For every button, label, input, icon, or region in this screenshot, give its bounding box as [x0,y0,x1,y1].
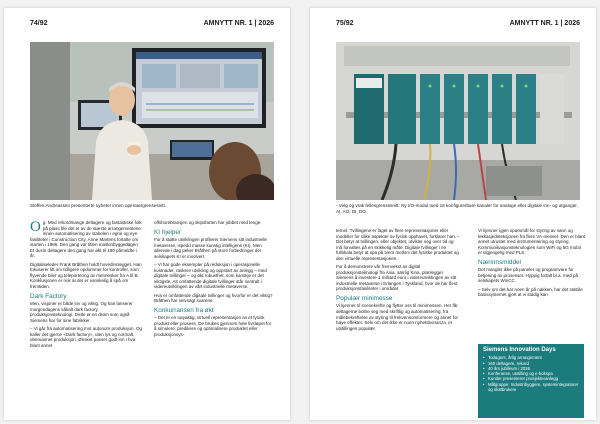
drop-cap: O [30,219,41,235]
fact-item: • Kunder presenterer prosjekteranlegg [483,376,580,381]
left-page [4,8,290,420]
body-paragraph: Digitaliseleder Frank Bråthen holdt hovedinnlegget. Han fokuserer litt om tidligere opdommer for kontroller, som flyvende biler og teleportering av mennesker fra A til B. Konklusjonen er nok at det er vanskelig å spå om fremtiden. [30,261,142,290]
page-header [336,20,580,32]
body-paragraph: For å demonstrere vår fremvekst av digital produksjonsteknologi fra Asia, særlig Kina, planlegger Siemens å investere 1 milliard euro i videreutviklingen av sitt industrielle metaverse i Erlangen i Tyskland, hvor de har flest produksjonsfasiliteter i området. [336,264,458,292]
fact-item: • Todagers, årlig arrangement [483,355,580,360]
fact-box-list [478,355,584,392]
right-column-2 [478,228,586,301]
page-number: 74/92 [30,20,48,27]
right-page [310,8,596,420]
fact-box [478,344,584,418]
section-heading: Populær minimesse [336,295,393,303]
body-paragraph: Vi kjenner til scenekrefte og flytter oss til minimessen. Her får deltagerne boltre seg med skriftlig og automatisering, fra målebekreftelse av styring til frekvensomformere og annet for høye effekter. Selv om det ikke er noen nyhetsbonanza, er utstillingen populær. [336,303,459,331]
presenter-photo [30,42,274,200]
body-paragraph: – Selv om det har noen år på nakken, har det stabile basissystemet gjort at vi stadig kan [478,286,583,298]
photo-caption: - Velg og vrak fellesgrensesnitt: Ny I/O-modul med 16 konfigurerbare kanaler for analoge eller digitale inn- og utganger, AI, AO, DI, DO. [336,203,578,214]
fact-item: • 40 års jubileum i 2026 [483,366,580,371]
fact-item: • Målgruppe: Industribyggere, systemintegratorer og sluttbrukere [483,382,580,393]
io-module-photo [336,42,580,200]
body-paragraph: temet. Tvillingene er laget av flere representasjoner eller modeller for ulike aspekter av fysisk opphavet, forklarer han. – Det betyr at tvillingen, eller objektet, utvikler seg over tid og må forvaltes på en skikkelig måte. Digitale tvillinger i en fullskala betyr at spa på tvers mellom det fysiske produktet og den virtuelle representasjonen. [336,228,460,261]
section-heading: Konkurransen fra økt [154,306,214,314]
right-column-1 [336,228,460,334]
left-column-2 [154,220,274,341]
fact-item: • 160 deltagere, rekord [483,361,580,366]
body-paragraph: Det mangler ikke på paneler og programvare for betjening av prosesser. Hyppig fortalt bl.a. med på selskapets WinCC. [478,267,579,284]
fact-item: • Konferanse, utstilling og e-bokspa [483,371,580,376]
photo-caption: Steffen Andreassen presenterte nyheter innen operatørgrensesnitt. [30,203,167,208]
body-paragraph: Men, visjoner er både lov og viktig. Og han lanserer morgendagens såkalt dark factory produksjonsteknologi. Dette er en drøm som også Siemens har for sine fabrikker. [30,300,133,323]
body-paragraph: – Vi har gode eksempler på reduksjon i operasjonelle kostnader, raskere utvikling og oppstart av anlegg – med digitale tvillinger – og økt robusthet, som kanskje er det viktigste. Alt omfattende digitale tvillinger står sentralt i videreutviklingen av vårt industrielle metaverse. [154,262,267,290]
page-header [30,20,274,32]
body-paragraph: Vi kjenner igjen spørsmål for styring av vann og lekkasjedeteksjonen fra flere VA-messer. Den er blant annet utrustet med instrumentering og styring. Kommunikasjonsteknologien som WiFi og 5G mobil er tilgjengelig med PLS. [478,228,585,256]
body-paragraph: g: Med rekordmange deltagere og fantastiske folk på plass ble det et av de største arrangementene innen automatisering av stabelen i egne og nye fasiliteter i Construction City. Anne Martens fortalte om starten i 1986. Den gang var titlen maskinbyggedagen. Et dusin deltagere den gang har økt til 180 påmeldte i år. [30,220,142,259]
left-column-1 [30,220,142,351]
body-paragraph: For å støtte utviklingen profilerer Siemens sitt industrielle metaverse, ispedd masse kunstig intelligens (KI). Men allerede i dag peker Bråthen på store forbedringer der selskapets KI er involvert. [154,236,268,259]
magazine-issue: AMNYTT NR. 1 | 2026 [509,20,580,27]
body-paragraph: Hva er omfattende digitale tvillinger og hvorfor er det viktig? Bråthen har selvsagt svarene. [154,292,273,304]
section-heading: Dark Factory [30,292,67,300]
body-paragraph: offshorebransjen og skipsfarten har jobbet med lenge. [154,220,262,225]
body-paragraph: – Det er en nøyaktig, virtuell representasjon av et fysisk produkt eller prosess. De brukes gjennom hele livsløpet for å simulere, predikere og optimalisere produktet eller produksjonsys- [154,315,272,338]
section-heading: KI hjelper [154,228,181,236]
fact-box-title: Siemens Innovation Days [483,347,556,353]
page-number: 75/92 [336,20,354,27]
magazine-issue: AMNYTT NR. 1 | 2026 [203,20,274,27]
section-heading: Nærinnsmiddel [478,258,521,266]
body-paragraph: – Vi går fra automatisering mot autonom produksjon. Og kaller det gjerne «Dark factory», uten lys og normalt, ubemannet produksjon. Ønsket passer godt inn i hva blant annet [30,326,142,348]
